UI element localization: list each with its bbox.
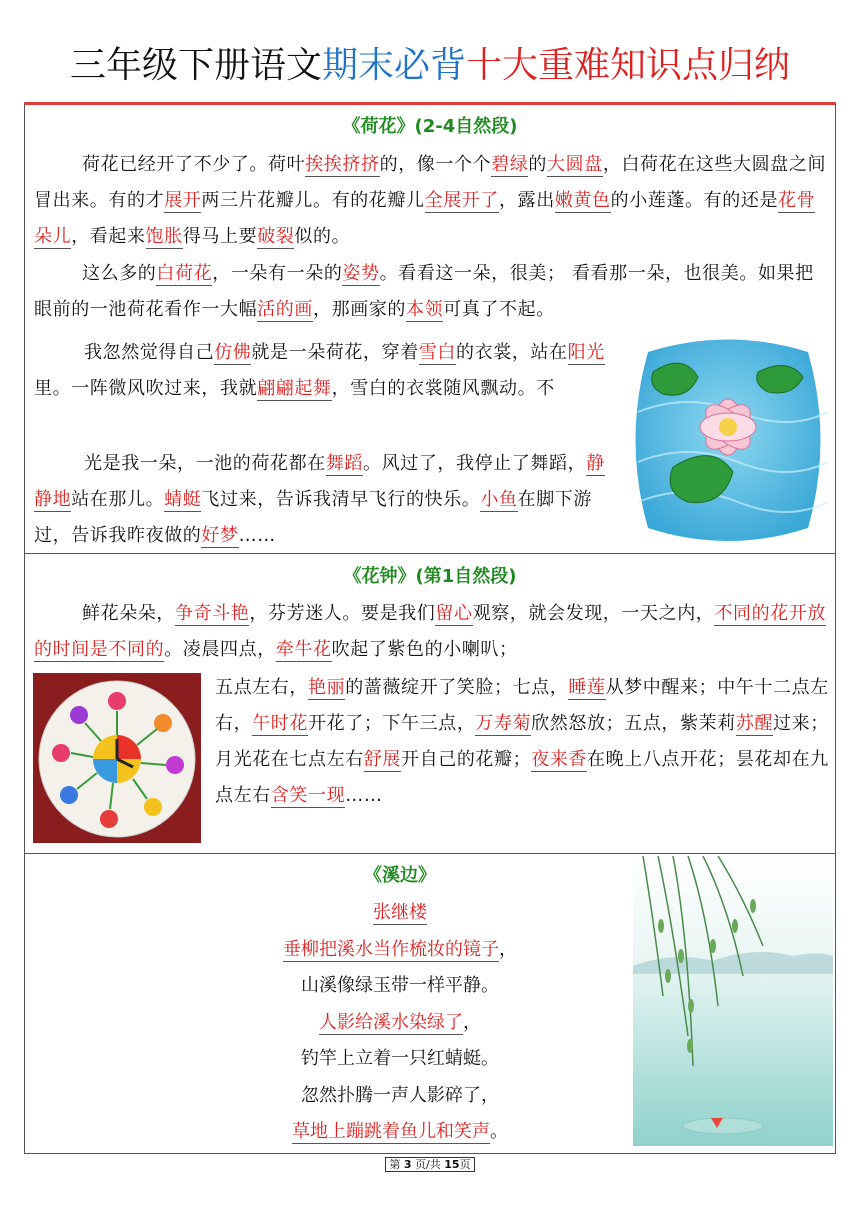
key-phrase: 午时花 <box>252 713 309 734</box>
text-run: 荷花已经开了不少了。荷叶 <box>82 154 306 175</box>
text-run: 就是一朵荷花，穿着 <box>251 342 419 363</box>
text-run: …… <box>345 785 383 806</box>
key-phrase: 舞蹈 <box>325 453 364 474</box>
lotus-paragraph-4 <box>34 446 620 554</box>
section-title: 《花钟》(第1自然段) <box>343 566 517 587</box>
text-run: 的小莲蓬。有的还是 <box>610 190 779 211</box>
text-run: 似的。 <box>294 226 351 247</box>
key-phrase: 苏醒 <box>735 713 774 734</box>
text-run: 吹起了紫色的小喇叭； <box>331 639 518 660</box>
text-run: 在晚上八点开花；昙花却在九点左右 <box>215 749 829 806</box>
text-run: 欣然怒放；五点，紫茉莉 <box>531 713 736 734</box>
text-run: 里。一阵微风吹过来，我就 <box>34 378 258 399</box>
key-phrase: 好梦 <box>201 525 239 546</box>
flower-clock-illustration <box>33 673 201 843</box>
key-phrase: 挨挨挤挤 <box>305 154 380 175</box>
key-phrase: 活的画 <box>257 299 314 320</box>
text-run: 开自己的花瓣； <box>401 749 532 770</box>
key-phrase: 姿势 <box>342 263 380 284</box>
lotus-pond-illustration <box>628 332 828 548</box>
text-run: 观察，就会发现，一天之内， <box>472 603 715 624</box>
key-phrase: 留心 <box>435 603 473 624</box>
text-run: 光是我一朵，一池的荷花都在 <box>84 453 326 474</box>
lotus-paragraph-2 <box>34 256 830 328</box>
poem-line <box>200 1114 600 1151</box>
key-phrase: 不同的花开放的时间是不同的 <box>34 603 827 660</box>
punctuation: 。 <box>490 1121 508 1142</box>
text-run: 在脚下游过，告诉我昨夜做的 <box>34 489 593 546</box>
key-phrase: 张继楼 <box>373 902 427 923</box>
key-phrase: 夜来香 <box>531 749 588 770</box>
key-phrase: 静静地 <box>34 453 605 510</box>
text-run: 。看看这一朵，很美； 看看那一朵，也很美。如果把眼前的一池荷花看作一大幅 <box>34 263 814 320</box>
clock-paragraph-2 <box>215 670 830 814</box>
text-run: 的衣裳，站在 <box>456 342 568 363</box>
text-run: 五点左右， <box>215 677 308 698</box>
key-phrase: 破裂 <box>257 226 295 247</box>
poem-line <box>200 1041 600 1078</box>
text-run: ，看起来 <box>71 226 146 247</box>
text-run: 过来；月光花在七点左右 <box>215 713 829 770</box>
text-run: 可真了不起。 <box>443 299 555 320</box>
text-run: 飞过来，告诉我清早飞行的快乐。 <box>201 489 481 510</box>
title-part-1: 三年级下册语文 <box>69 45 322 86</box>
willow-stream-illustration <box>633 856 833 1146</box>
key-phrase: 草地上蹦跳着鱼儿和笑声 <box>292 1121 490 1142</box>
key-phrase: 翩翩起舞 <box>257 378 332 399</box>
key-phrase: 展开 <box>164 190 202 211</box>
text-run: 忽然扑腾一声人影碎了， <box>301 1084 499 1106</box>
page-number: 3 <box>403 1158 412 1171</box>
key-phrase: 万寿菊 <box>475 713 532 734</box>
title-part-2: 期末必背 <box>321 45 466 86</box>
poem-line <box>200 1078 600 1115</box>
text-run: …… <box>238 525 276 546</box>
clock-paragraph-1 <box>34 596 830 668</box>
punctuation: ， <box>463 1011 481 1033</box>
key-phrase: 嫩黄色 <box>554 190 611 211</box>
key-phrase: 阳光 <box>567 342 605 363</box>
key-phrase: 睡莲 <box>568 677 606 698</box>
text-run: ，白荷花在这些大圆盘之间冒出来。有的才 <box>34 154 827 211</box>
key-phrase: 艳丽 <box>308 677 346 698</box>
text-run: 开花了；下午三点， <box>308 713 476 734</box>
key-phrase: 仿佛 <box>214 342 252 363</box>
key-phrase: 大圆盘 <box>547 154 603 175</box>
text-run: 的蔷薇绽开了笑脸；七点， <box>345 677 569 698</box>
key-phrase: 本领 <box>406 299 444 320</box>
section-divider <box>24 853 836 854</box>
key-phrase: 争奇斗艳 <box>175 603 250 624</box>
key-phrase: 垂柳把溪水当作梳妆的镜子 <box>283 938 499 960</box>
poem-line <box>200 932 600 969</box>
text-run: 。凌晨四点， <box>164 639 276 660</box>
text-run: ，露出 <box>499 190 555 211</box>
key-phrase: 饱胀 <box>145 226 183 247</box>
key-phrase: 蜻蜓 <box>164 489 202 510</box>
text-run: 两三片花瓣儿。有的花瓣儿 <box>201 190 425 211</box>
punctuation: ， <box>499 938 517 960</box>
key-phrase: 人影给溪水染绿了 <box>319 1011 463 1033</box>
text-run: 站在那儿。 <box>71 489 165 510</box>
text-run: 从梦中醒来；中午十二点左右， <box>215 677 829 734</box>
text-run: 钓竿上立着一只红蜻蜓。 <box>301 1048 499 1069</box>
text-run: ，那画家的 <box>313 299 407 320</box>
key-phrase: 碧绿 <box>491 154 529 175</box>
lotus-paragraph-1 <box>34 147 830 255</box>
key-phrase: 小鱼 <box>480 489 518 510</box>
key-phrase: 花骨朵儿 <box>34 190 816 247</box>
key-phrase: 牵牛花 <box>275 639 332 660</box>
key-phrase: 雪白 <box>418 342 457 363</box>
page-footer <box>0 1156 860 1172</box>
text-run: 得马上要 <box>182 226 258 247</box>
text-run: 山溪像绿玉带一样平静。 <box>301 975 499 996</box>
title-part-3: 十大重难知识点归纳 <box>466 45 791 86</box>
text-run: 鲜花朵朵， <box>82 603 175 624</box>
lotus-paragraph-3 <box>34 335 620 407</box>
text-run: 的，像一个个 <box>379 154 492 175</box>
poem-line <box>200 1005 600 1042</box>
text-run: 这么多的 <box>82 263 157 284</box>
section-title: 《溪边》 <box>364 865 436 886</box>
page-indicator: 第 3 页/共 15页 <box>385 1157 474 1172</box>
text-run: 的 <box>528 154 548 175</box>
poem-line <box>200 968 600 1005</box>
poem-lines <box>200 895 600 1151</box>
text-run: 我忽然觉得自己 <box>84 342 215 363</box>
key-phrase: 舒展 <box>363 749 402 770</box>
page-total: 15 <box>444 1158 460 1171</box>
text-run: ，芬芳迷人。要是我们 <box>249 603 436 624</box>
key-phrase: 含笑一现 <box>270 785 346 806</box>
poem-line <box>200 895 600 932</box>
text-run: ，雪白的衣裳随风飘动。不 <box>331 378 555 399</box>
key-phrase: 全展开了 <box>424 190 500 211</box>
key-phrase: 白荷花 <box>156 263 213 284</box>
text-run: 。风过了，我停止了舞蹈， <box>363 453 587 474</box>
page-title <box>0 38 860 94</box>
text-run: ，一朵有一朵的 <box>212 263 343 284</box>
section-title: 《荷花》(2-4自然段) <box>342 116 518 137</box>
